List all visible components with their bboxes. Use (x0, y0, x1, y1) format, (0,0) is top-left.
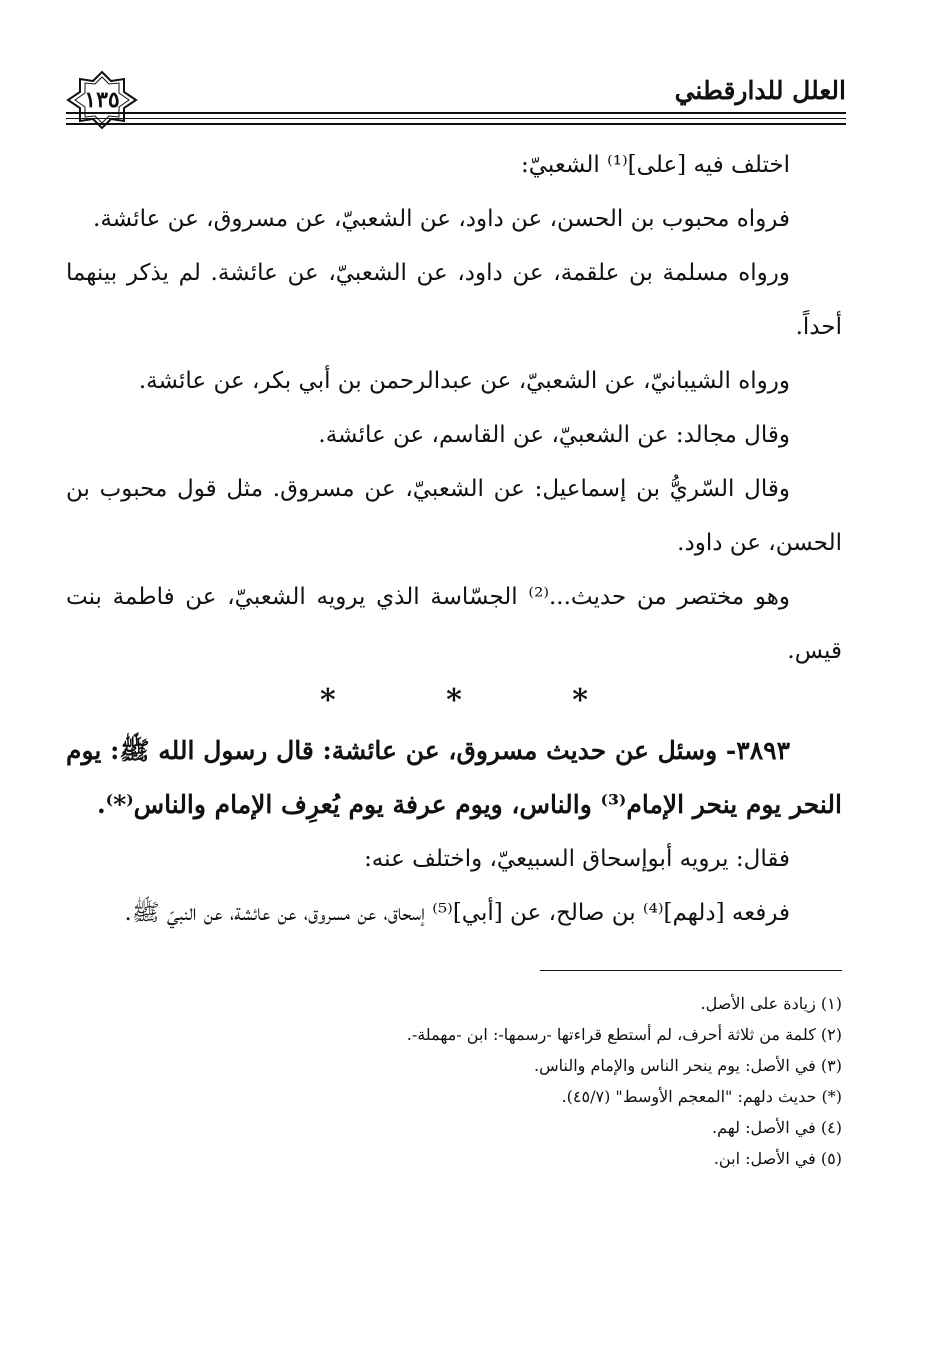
paragraph-3: ورواه مسلمة بن علقمة، عن داود، عن الشعبيّ، عن عائشة. لم يذكر بينهما أحداً. (66, 260, 842, 340)
paragraph-6: وقال السّريُّ بن إسماعيل: عن الشعبيّ، عن مسروق. مثل قول محبوب بن الحسن، عن داود. (66, 476, 842, 556)
header-rule-bottom (66, 123, 846, 125)
footnote-2: (٢) كلمة من ثلاثة أحرف، لم أستطع قراءتها -رسمها-: ابن -مهملة-. (406, 1025, 842, 1044)
page-number-badge (66, 70, 138, 130)
footnote-star: (*) حديث دلهم: "المعجم الأوسط" (٤٥/٧). (561, 1087, 842, 1106)
footnote-1: (١) زيادة على الأصل. (700, 994, 842, 1013)
book-title: العلل للدارقطني (674, 76, 846, 105)
paragraph-5: وقال مجالد: عن الشعبيّ، عن القاسم، عن عائشة. (318, 422, 790, 448)
page-header (66, 70, 846, 130)
paragraph-4: ورواه الشيبانيّ، عن الشعبيّ، عن عبدالرحمن بن أبي بكر، عن عائشة. (138, 368, 790, 394)
main-text (66, 138, 842, 940)
hadith-heading: ٣٨٩٣- وسئل عن حديث مسروق، عن عائشة: قال رسول الله ﷺ: يوم النحر يوم ينحر الإمام⁽³⁾ والناس، ويوم عرفة يوم يُعرِف الإمام والناس⁽*⁾. (66, 736, 842, 819)
footnote-4: (٤) في الأصل: لهم. (712, 1118, 842, 1137)
footnote-separator (540, 970, 842, 971)
paragraph-8: فقال: يرويه أبوإسحاق السبيعيّ، واختلف عنه: (364, 846, 790, 872)
footnote-5: (٥) في الأصل: ابن. (713, 1149, 842, 1168)
section-separator: * * * (320, 683, 638, 718)
paragraph-1: اختلف فيه [على]⁽¹⁾ الشعبيّ: (520, 152, 790, 178)
header-rule-middle (66, 118, 846, 119)
footnotes (300, 988, 842, 1174)
page-number: ١٣٥ (84, 87, 120, 113)
paragraph-2: فرواه محبوب بن الحسن، عن داود، عن الشعبيّ، عن مسروق، عن عائشة. (93, 206, 790, 232)
paragraph-7: وهو مختصر من حديث...⁽²⁾ الجسّاسة الذي يرويه الشعبيّ، عن فاطمة بنت قيس. (66, 584, 842, 664)
footnote-3: (٣) في الأصل: يوم ينحر الناس والإمام والناس. (534, 1056, 842, 1075)
header-rule-top (66, 112, 846, 114)
paragraph-9: فرفعه [دلهم]⁽⁴⁾ بن صالح، عن [أبي]⁽⁵⁾ إسحاق، عن مسروق، عن عائشة، عن النبيّ ﷺ. (124, 900, 790, 926)
